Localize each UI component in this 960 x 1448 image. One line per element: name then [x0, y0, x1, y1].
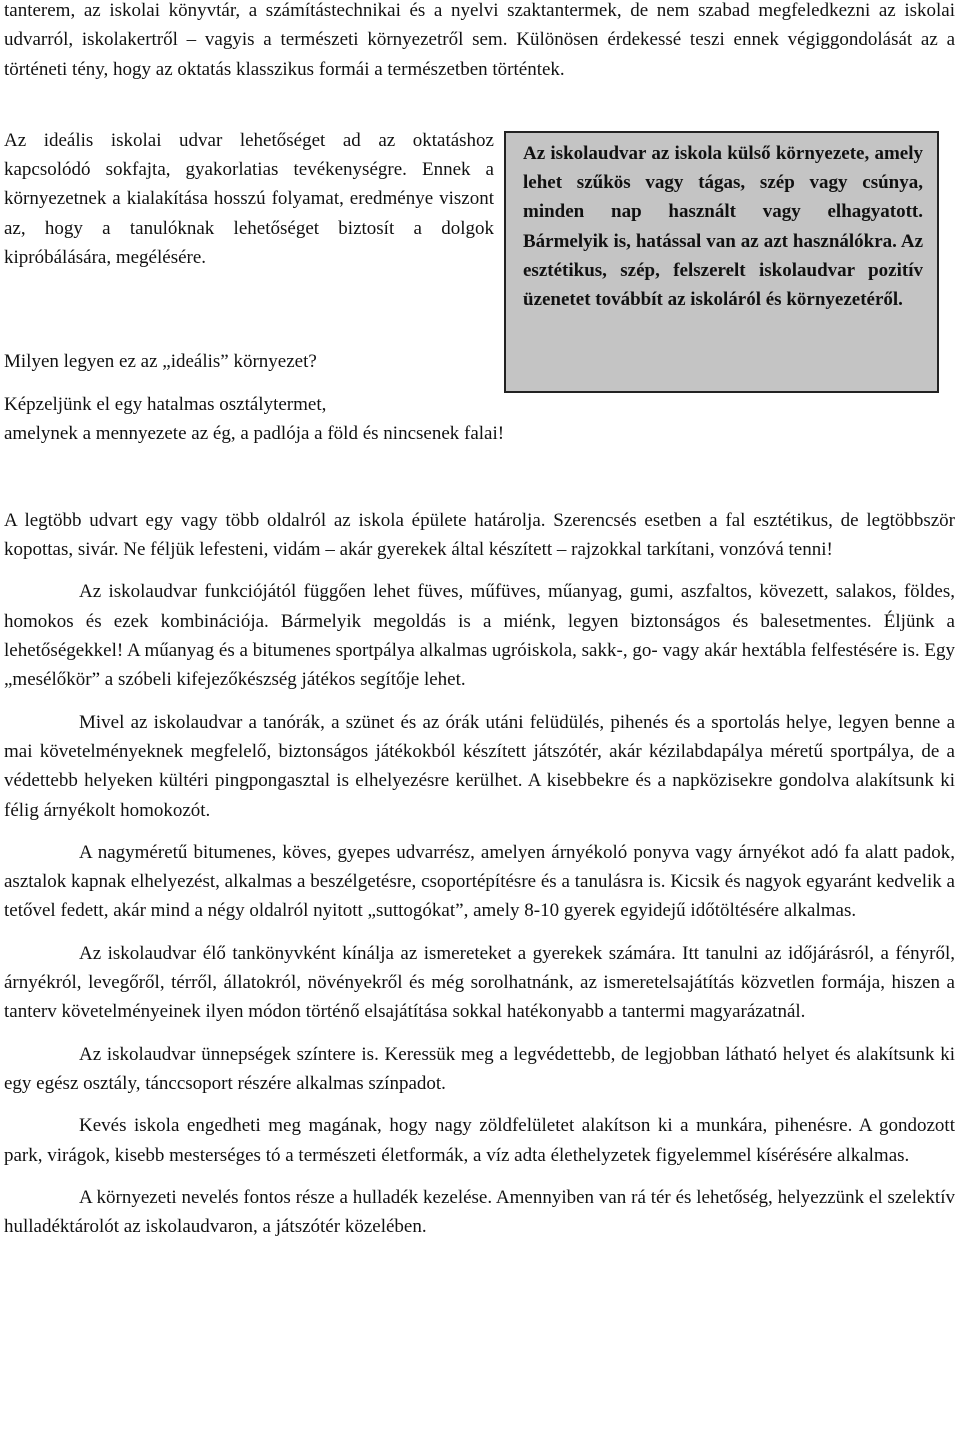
question-line: Milyen legyen ez az „ideális” környezet? — [4, 350, 317, 372]
paragraph-playground: Mivel az iskolaudvar a tanórák, a szünet és az órák utáni felüdülés, pihenés és a sportolás helye, legyen benne a mai követelményeknek megfelelő, biztonságos játékokból készített játszótér, akár kézilabdapálya méretű sportpálya, de a védettebb helyeken kültéri pingpongasztal is elhelyezésre kerülhet. A kisebbekre és a napközisekre gondolva alakítsunk ki félig árnyékolt homokozót. — [4, 711, 955, 821]
callout-box — [504, 131, 939, 393]
body-text — [4, 506, 955, 1242]
paragraph-waste: A környezeti nevelés fontos része a hulladék kezelése. Amennyiben van rá tér és lehetőség, helyezzünk el szelektív hulladéktárolót az iskolaudvaron, a játszótér közelében. — [4, 1186, 955, 1238]
paragraph-surfaces: Az iskolaudvar funkciójától függően lehet füves, műfüves, műanyag, gumi, aszfaltos, kövezett, salakos, földes, homokos és ezek kombinációja. Bármelyik megoldás is a miénk, legyen biztonságos és balesetmentes. Éljünk a lehetőségekkel! A műanyag és a bitumenes sportpálya alkalmas ugróiskola, sakk-, go- vagy akár hextábla felfestésére is. Egy „mesélőkör” a szóbeli kifejezőkészség játékos segítője lehet. — [4, 581, 955, 691]
intro-paragraph: tanterem, az iskolai könyvtár, a számítástechnikai és a nyelvi szaktantermek, de nem szabad megfeledkezni az iskolai udvarról, iskolakertről – vagyis a természeti környezetről sem. Különösen érdekessé teszi ennek végiggondolását az a történeti tény, hogy az oktatás klasszikus formái a természetben történtek. — [4, 0, 955, 80]
document-page — [4, 0, 955, 1241]
paragraph-shaded-area: A nagyméretű bitumenes, köves, gyepes udvarrész, amelyen árnyékoló ponyva vagy árnyékot adó fa alatt padok, asztalok kapnak elhelyezést, alkalmas a beszélgetésre, csoportépítésre és a tanulásra is. Kicsik és nagyok egyaránt kedvelik a tetővel fedett, akár mind a négy oldalról nyitott „suttogókat”, amely 8-10 gyerek egyidejű időtöltésére alkalmas. — [4, 841, 955, 922]
paragraph-green-area: Kevés iskola engedheti meg magának, hogy nagy zöldfelületet alakítson ki a munkára, pihenésre. A gondozott park, virágok, kisebb mesterséges tó a természeti életformák, a víz adta élethelyzetek figyelemmel kísérésére alkalmas. — [4, 1115, 955, 1166]
imagine-line-1: Képzeljünk el egy hatalmas osztálytermet, — [4, 393, 327, 415]
imagine-line-2: amelynek a mennyezete az ég, a padlója a föld és nincsenek falai! — [4, 422, 505, 444]
paragraph-celebrations: Az iskolaudvar ünnepségek színtere is. Keressük meg a legvédettebb, de legjobban látható helyet és alakítsunk ki egy egész osztály, tánccsoport részére alkalmas színpadot. — [4, 1043, 955, 1094]
ideal-yard-paragraph: Az ideális iskolai udvar lehetőséget ad az oktatáshoz kapcsolódó sokfajta, gyakorlatias tevékenységre. Ennek a környezetnek a kialakítása hosszú folyamat, eredménye viszont az, hogy a tanulóknak lehetőséget biztosít a dolgok kipróbálására, megélésére. — [4, 129, 494, 269]
left-column — [4, 126, 494, 272]
ideal-yard-section — [4, 126, 955, 466]
callout-text: Az iskolaudvar az iskola külső környezete, amely lehet szűkös vagy tágas, szép vagy csúnya, minden nap használt vagy elhagyatott. Bármelyik is, hatással van az azt használókra. Az esztétikus, szép, felszerelt iskolaudvar pozitív üzenetet továbbít az iskoláról és környezetéről. — [523, 142, 923, 311]
paragraph-walls: A legtöbb udvart egy vagy több oldalról az iskola épülete határolja. Szerencsés esetben a fal esztétikus, de legtöbbször kopottas, sivár. Ne féljük lefesteni, vidám – akár gyerekek által készített – rajzokkal tarkítani, vonzóvá tenni! — [4, 509, 955, 561]
paragraph-living-textbook: Az iskolaudvar élő tankönyvként kínálja az ismereteket a gyerekek számára. Itt tanulni az időjárásról, a fényről, árnyékról, levegőről, térről, állatokról, növényekről és még sorolhatnánk, az ismeretelsajátítás közvetlen formája, hiszen a tanterv követelményeinek ilyen módon történő elsajátítása sokkal hatékonyabb a tantermi magyarázatnál. — [4, 942, 955, 1023]
